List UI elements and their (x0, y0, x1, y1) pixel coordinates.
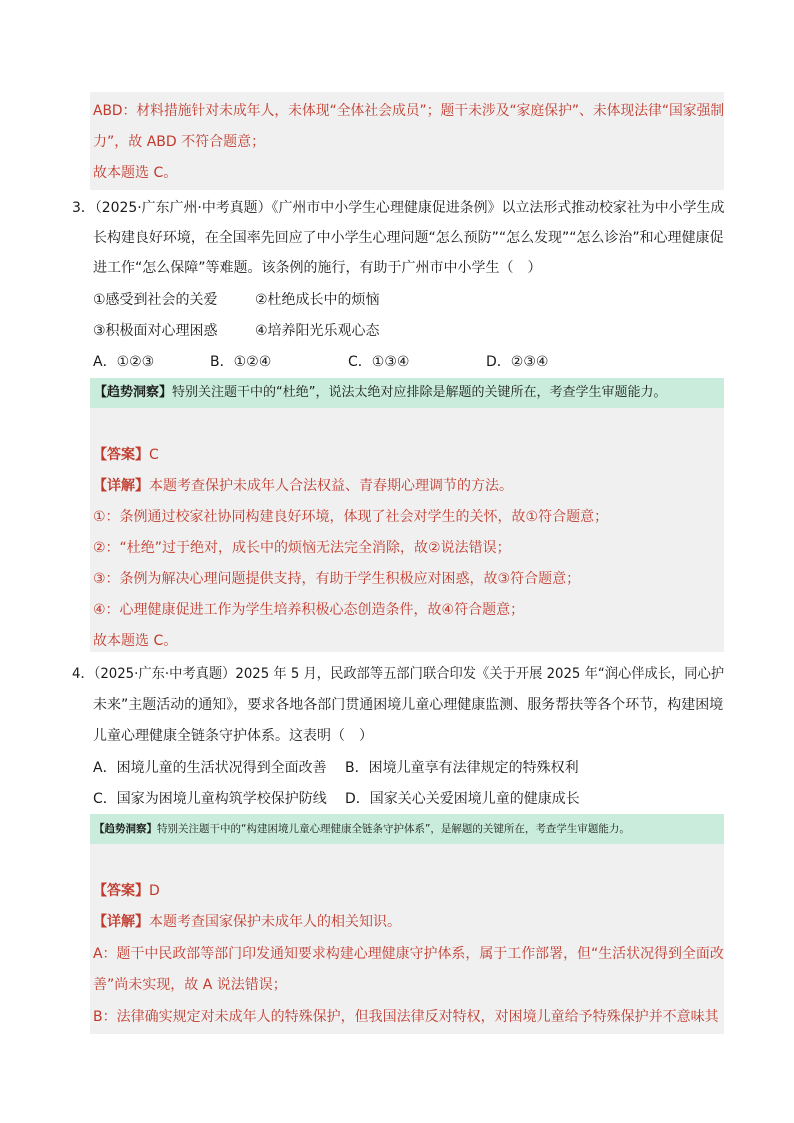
answer-line (93, 881, 160, 901)
conclusion-text: 故本题选 C。 (93, 165, 178, 181)
detail-tag: 【详解】 (93, 914, 149, 930)
explanation-line: ④：心理健康促进工作为学生培养积极心态创造条件，故④符合题意； (93, 602, 525, 618)
statement-3: ③积极面对心理困惑 (93, 323, 218, 339)
question-4-stem: 未来”主题活动的通知》，要求各地各部门贯通困境儿童心理健康监测、服务帮扶等各个环节，构建困境 (93, 697, 724, 713)
conclusion-text: 故本题选 C。 (93, 633, 178, 649)
answer-tag: 【答案】 (93, 447, 149, 463)
answer-block (90, 844, 724, 1034)
trend-insight-tag: 【趋势洞察】 (94, 385, 173, 400)
explanation-line: 善”尚未实现，故 A 说法错误； (93, 977, 287, 993)
trend-insight-tag: 【趋势洞察】 (94, 823, 157, 835)
trend-insight-text: 特别关注题干中的“杜绝”，说法太绝对应排除是解题的关键所在，考查学生审题能力。 (172, 385, 667, 400)
explanation-line: 力”，故 ABD 不符合题意； (93, 134, 266, 150)
explanation-line: ②：“杜绝”过于绝对，成长中的烦恼无法完全消除，故②说法错误； (93, 540, 511, 556)
answer-tag: 【答案】 (93, 883, 149, 899)
question-3-stem: 进工作“怎么保障”等难题。该条例的施行，有助于广州市中小学生（ ） (93, 260, 542, 276)
choice-c: C．①③④ (348, 354, 410, 370)
choice-c: C．国家为困境儿童构筑学校保护防线 (93, 791, 327, 807)
detail-line (93, 476, 513, 496)
detail-text: 本题考查保护未成年人合法权益、青春期心理调节的方法。 (149, 478, 513, 494)
explanation-line: A：题干中民政部等部门印发通知要求构建心理健康守护体系，属于工作部署，但“生活状况得到全面改 (93, 946, 724, 962)
choice-b: B．①②④ (210, 354, 272, 370)
statement-1: ①感受到社会的关爱 (93, 292, 218, 308)
question-4-stem: 儿童心理健康全链条守护体系。这表明（ ） (93, 728, 373, 744)
explanation-line: B：法律确实规定对未成年人的特殊保护，但我国法律反对特权，对困境儿童给予特殊保护并不意味其 (93, 1009, 719, 1025)
trend-insight-banner (90, 378, 724, 408)
answer-value: D (149, 883, 160, 899)
question-4-stem: 4．（2025·广东·中考真题）2025 年 5 月，民政部等五部门联合印发《关于开展 2025 年“润心伴成长，同心护 (72, 666, 725, 682)
answer-value: C (149, 447, 159, 463)
detail-tag: 【详解】 (93, 478, 149, 494)
statement-4: ④培养阳光乐观心态 (255, 323, 380, 339)
choice-d: D．②③④ (486, 354, 549, 370)
detail-text: 本题考查国家保护未成年人的相关知识。 (149, 914, 401, 930)
trend-insight-text: 特别关注题干中的“构建困境儿童心理健康全链条守护体系”，是解题的关键所在，考查学生审题能力。 (157, 823, 630, 835)
statement-2: ②杜绝成长中的烦恼 (255, 292, 380, 308)
explanation-line: ABD：材料措施针对未成年人，未体现“全体社会成员”；题干未涉及“家庭保护”、未体现法律“国家强制 (93, 103, 725, 119)
choice-a: A．困境儿童的生活状况得到全面改善 (93, 760, 327, 776)
detail-line (93, 912, 401, 932)
explanation-line: ①：条例通过校家社协同构建良好环境，体现了社会对学生的关怀，故①符合题意； (93, 509, 609, 525)
choice-a: A．①②③ (93, 354, 155, 370)
answer-line (93, 445, 159, 465)
question-3-stem: 长构建良好环境，在全国率先回应了中小学生心理问题“怎么预防”“怎么发现”“怎么诊治”和心理健康促 (93, 230, 724, 246)
choice-b: B．困境儿童享有法律规定的特殊权利 (345, 760, 579, 776)
trend-insight-banner (90, 814, 724, 844)
explanation-line: ③：条例为解决心理问题提供支持，有助于学生积极应对困惑，故③符合题意； (93, 571, 581, 587)
choice-d: D．国家关心关爱困境儿童的健康成长 (345, 791, 580, 807)
question-3-stem: 3．（2025·广东广州·中考真题）《广州市中小学生心理健康促进条例》以立法形式推动校家社为中小学生成 (72, 200, 725, 216)
